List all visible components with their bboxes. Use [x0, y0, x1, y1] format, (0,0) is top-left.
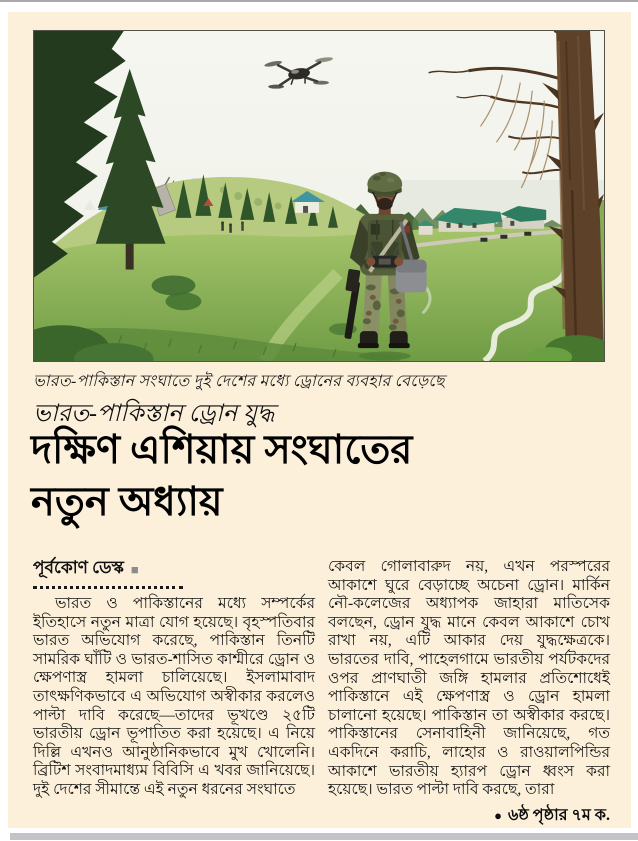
headline-line2: নতুন অধ্যায় [31, 479, 223, 524]
article-panel [8, 12, 631, 828]
jump-text: ৬ষ্ঠ পৃষ্ঠার ৭ম ক. [507, 806, 610, 824]
photo-caption: ভারত-পাকিস্তান সংঘাতে দুই দেশের মধ্যে ড্রোনের ব্যবহার বেড়েছে [33, 373, 445, 390]
body-paragraph-right: কেবল গোলাবারুদ নয়, এখন পরস্পরের আকাশে ঘুরে বেড়াচ্ছে অচেনা ড্রোন। মার্কিন নৌ-কলেজের অধ্যাপক জাহারা মাতিসেক বলছেন, ড্রোন যুদ্ধ মানে কেবল আকাশে চোখ রাখা নয়, এটি আকার দেয় যুদ্ধক্ষেত্রকে। ভারতের দাবি, পাহেলগামে ভারতীয় পর্যটকদের ওপর প্রাণঘাতী জঙ্গি হামলার প্রতিশোধেই পাকিস্তানে এই ক্ষেপণাস্ত্র ও ড্রোন হামলা চালানো হয়েছে। পাকিস্তান তা অস্বীকার করছে। পাকিস্তানের সেনাবাহিনী জানিয়েছে, গত একদিনে করাচি, লাহোর ও রাওয়ালপিন্ডির আকাশে ভারতীয় হ্যারপ ড্রোন ধ্বংস করা হয়েছে। ভারত পাল্টা দাবি করছে, তারা [328, 558, 610, 799]
headline-line1: দক্ষিণ এশিয়ায় সংঘাতের [31, 427, 413, 472]
top-rule [0, 0, 638, 2]
byline-square-icon: ■ [130, 561, 139, 577]
kicker: ভারত-পাকিস্তান ড্রোন যুদ্ধ [33, 401, 275, 427]
byline-dotted-rule [33, 585, 183, 589]
bottom-bar [10, 833, 638, 840]
article-photo [33, 30, 605, 362]
byline [33, 555, 315, 583]
column-right [328, 558, 610, 829]
jump-line [328, 802, 610, 829]
jump-bullet-icon: ● [494, 807, 502, 823]
byline-label: পূর্বকোণ ডেস্ক [33, 558, 124, 577]
photo-illustration [34, 31, 604, 361]
column-left [33, 555, 315, 800]
headline [31, 424, 621, 528]
body-paragraph-left: ভারত ও পাকিস্তানের মধ্যে সম্পর্কের ইতিহাসে নতুন মাত্রা যোগ হয়েছে। বৃহস্পতিবার ভারত অভিযোগ করেছে, পাকিস্তান তিনটি সামরিক ঘাঁটি ও ভারত-শাসিত কাশ্মীরে ড্রোন ও ক্ষেপণাস্ত্র হামলা চালিয়েছে। ইসলামাবাদ তাৎক্ষণিকভাবে এ অভিযোগ অস্বীকার করলেও পাল্টা দাবি করেছে—তাদের ভূখণ্ডে ২৫টি ভারতীয় ড্রোন ভূপাতিত করা হয়েছে। এ নিয়ে দিল্লি এখনও আনুষ্ঠানিকভাবে মুখ খোলেনি। ব্রিটিশ সংবাদমাধ্যম বিবিসি এ খবর জানিয়েছে। দুই দেশের সীমান্তে এই নতুন ধরনের সংঘাতে [33, 595, 315, 798]
